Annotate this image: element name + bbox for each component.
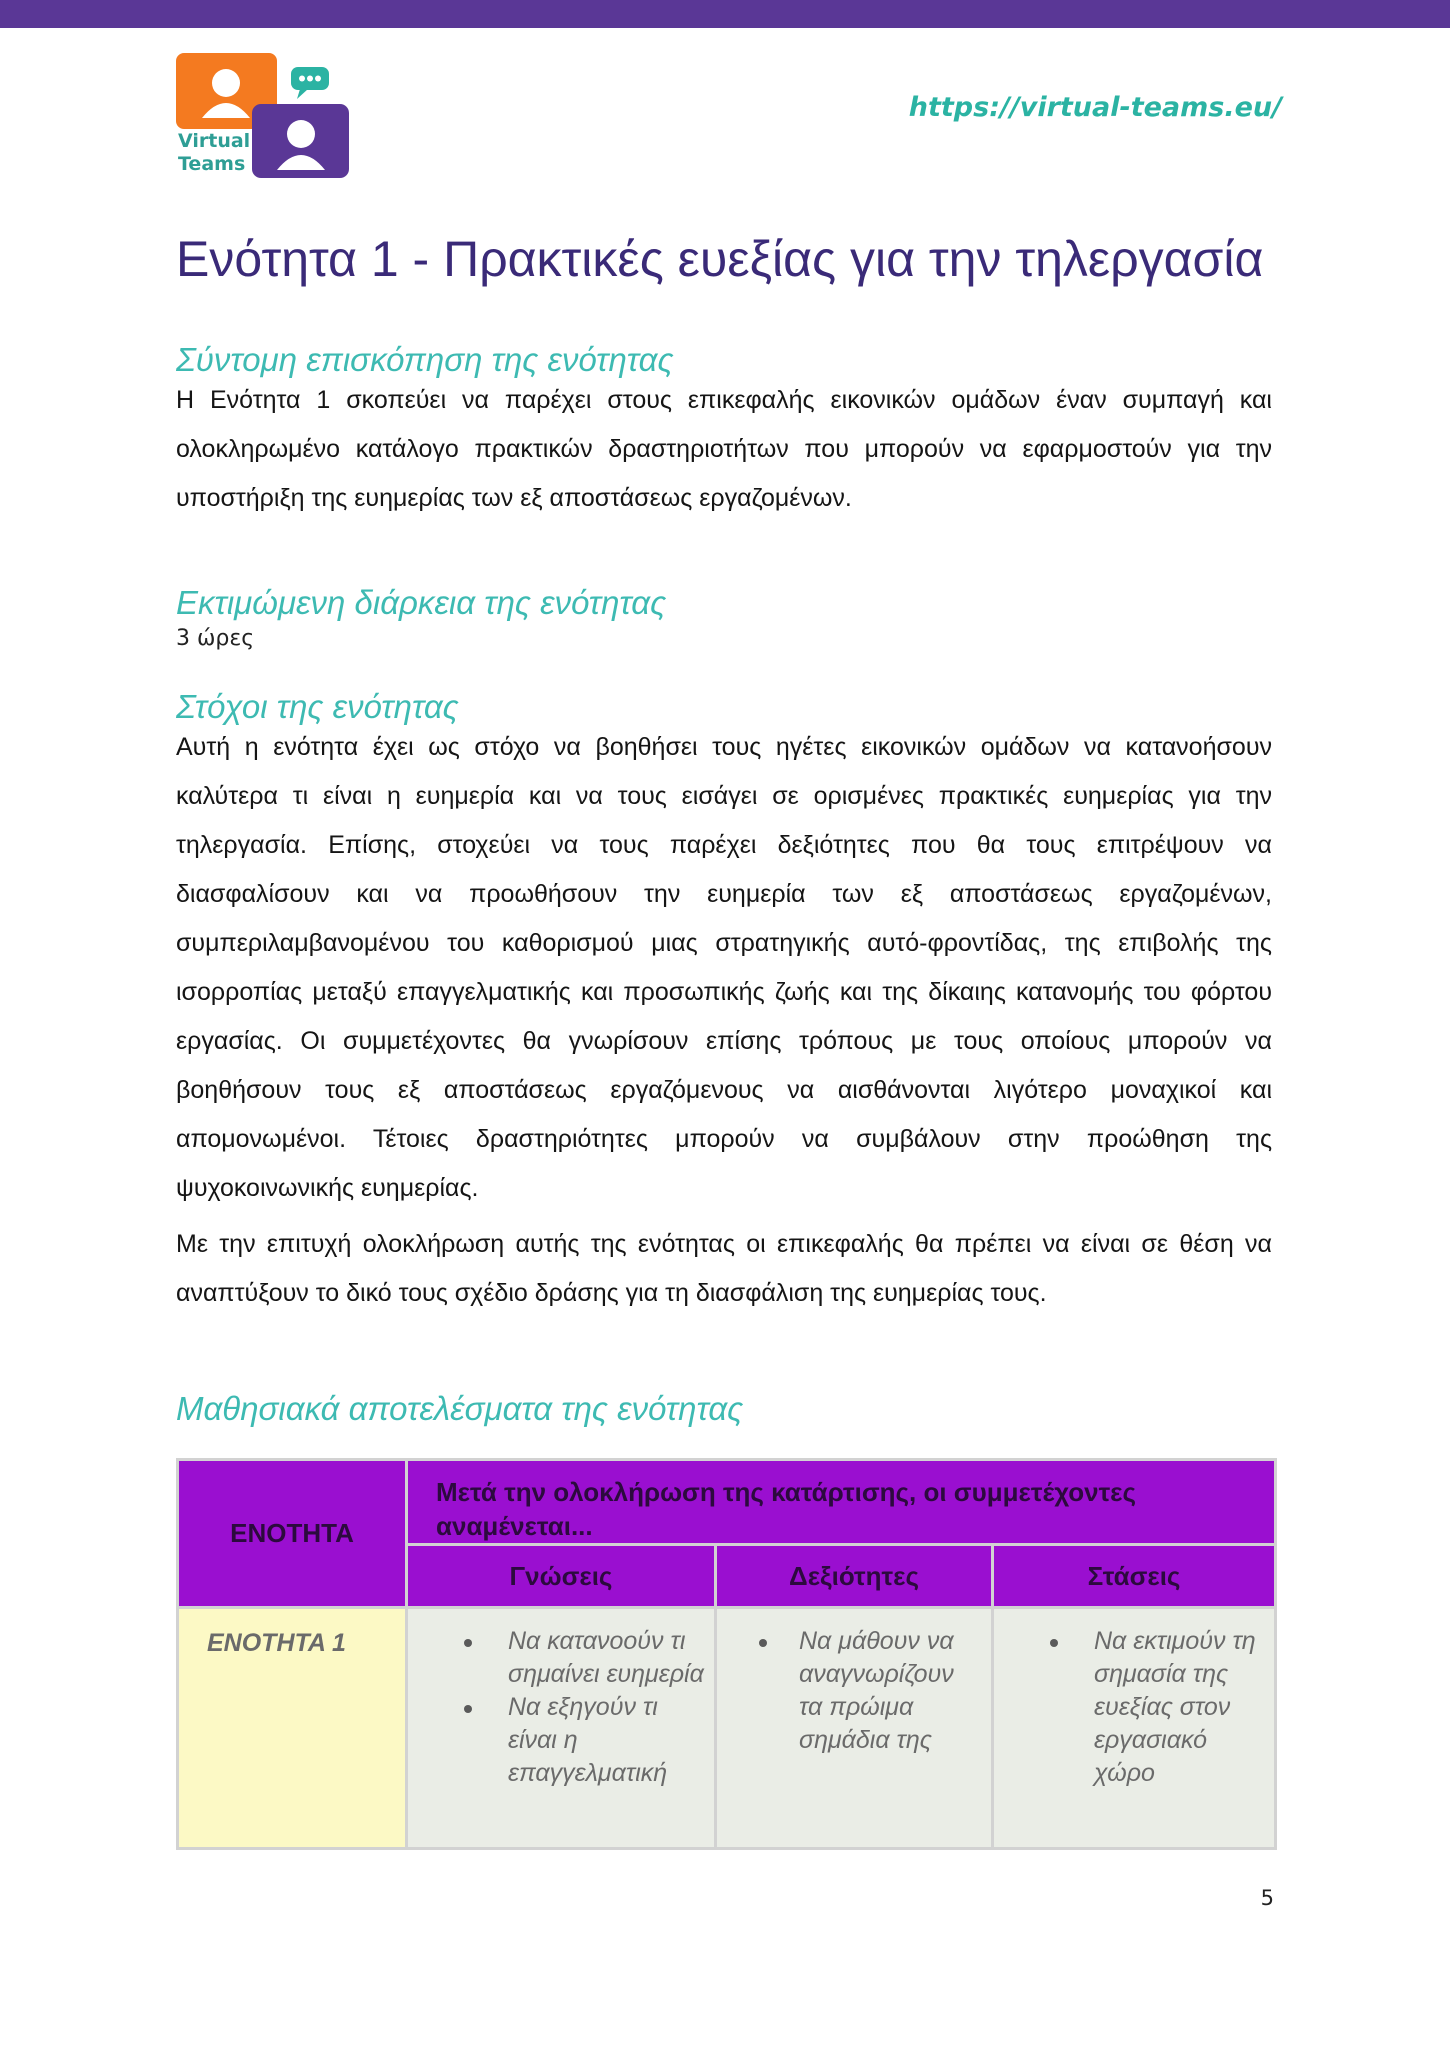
bullet-dot-icon (1050, 1639, 1058, 1647)
overview-heading: Σύντομη επισκόπηση της ενότητας (176, 341, 674, 378)
knowledge-header: Γνώσεις (407, 1545, 716, 1608)
objectives-paragraph-1: Αυτή η ενότητα έχει ως στόχο να βοηθήσει τους ηγέτες εικονικών ομάδων να κατανοήσουν καλύτερα τι είναι η ευημερία και να τους εισάγει σε ορισμένες πρακτικές ευημερίας για την τηλεργασία. Επίσης, στοχεύει να τους παρέχει δεξιότητες που θα τους επιτρέψουν να διασφαλίσουν και να προωθήσουν την ευημερία των εξ αποστάσεως εργαζομένων, συμπεριλαμβανομένου του καθορισμού μιας στρατηγικής αυτό-φροντίδας, της επιβολής της ισορροπίας μεταξύ επαγγελματικής και προσωπικής ζωής και της δίκαιης κατανομής του φόρτου εργασίας. Οι συμμετέχοντες θα γνωρίσουν επίσης τρόπους με τους οποίους μπορούν να βοηθήσουν τους εξ αποστάσεως εργαζόμενους να αισθάνονται λιγότερο μοναχικοί και απομονωμένοι. Τέτοιες δραστηριότητες μπορούν να συμβάλουν στην προώθηση της ψυχοκοινωνικής ευημερίας. (176, 733, 1272, 1202)
list-item (994, 1625, 1264, 1790)
table-header-row (178, 1460, 1276, 1545)
objectives-paragraph-2: Με την επιτυχή ολοκλήρωση αυτής της ενότητας οι επικεφαλής θα πρέπει να είναι σε θέση να αναπτύξουν το δικό τους σχέδιο δράσης για τη διασφάλιση της ευημερίας τους. (176, 1230, 1272, 1307)
chat-bubble-icon (291, 67, 329, 99)
skills-header: Δεξιότητες (716, 1545, 993, 1608)
list-item (717, 1625, 981, 1757)
attitudes-item-1: Να εκτιμούν τη σημασία της ευεξίας στον εργασιακό χώρο (1094, 1627, 1256, 1787)
bullet-dot-icon (464, 1705, 472, 1713)
logo-line-2: Teams (178, 153, 246, 175)
list-item (408, 1691, 704, 1790)
skills-item-1: Να μάθουν να αναγνωρίζουν τα πρώιμα σημάδια της (799, 1627, 954, 1754)
duration-heading: Εκτιμώμενη διάρκεια της ενότητας (176, 584, 667, 621)
skills-list (717, 1609, 991, 1757)
virtual-teams-logo-icon (176, 52, 362, 180)
skills-cell (716, 1608, 993, 1849)
page-title: Ενότητα 1 - Πρακτικές ευεξίας για την τηλεργασία (176, 231, 1264, 287)
attitudes-list (994, 1609, 1274, 1790)
bullet-dot-icon (464, 1639, 472, 1647)
knowledge-list (408, 1609, 714, 1790)
logo-text (178, 130, 250, 176)
bullet-dot-icon (759, 1639, 767, 1647)
knowledge-item-1: Να κατανοούν τι σημαίνει ευημερία (508, 1627, 704, 1688)
overview-text: Η Ενότητα 1 σκοπεύει να παρέχει στους επικεφαλής εικονικών ομάδων έναν συμπαγή και ολοκληρωμένο κατάλογο πρακτικών δραστηριοτήτων που μπορούν να εφαρμοστούν για την υποστήριξη της ευημερίας των εξ αποστάσεως εργαζομένων. (176, 386, 1272, 512)
logo-line-1: Virtual (178, 130, 251, 152)
knowledge-item-2: Να εξηγούν τι είναι η επαγγελματική (508, 1693, 668, 1787)
attitudes-cell (993, 1608, 1276, 1849)
attitudes-header: Στάσεις (993, 1545, 1276, 1608)
page-number: 5 (1260, 1886, 1274, 1910)
list-item (408, 1625, 704, 1691)
table-row (178, 1608, 1276, 1849)
top-bar (0, 0, 1450, 28)
website-link[interactable]: https://virtual-teams.eu/ (908, 92, 1282, 123)
outcomes-heading: Μαθησιακά αποτελέσματα της ενότητας (176, 1390, 744, 1427)
outcomes-column-header: Μετά την ολοκλήρωση της κατάρτισης, οι συμμετέχοντες αναμένεται... (407, 1460, 1276, 1545)
unit-column-header: ΕΝΟΤΗΤΑ (178, 1460, 407, 1608)
duration-value: 3 ώρες (176, 626, 255, 651)
unit-cell: ΕΝΟΤΗΤΑ 1 (178, 1608, 407, 1849)
learning-outcomes-table (176, 1458, 1277, 1850)
objectives-heading: Στόχοι της ενότητας (176, 688, 459, 725)
knowledge-cell (407, 1608, 716, 1849)
